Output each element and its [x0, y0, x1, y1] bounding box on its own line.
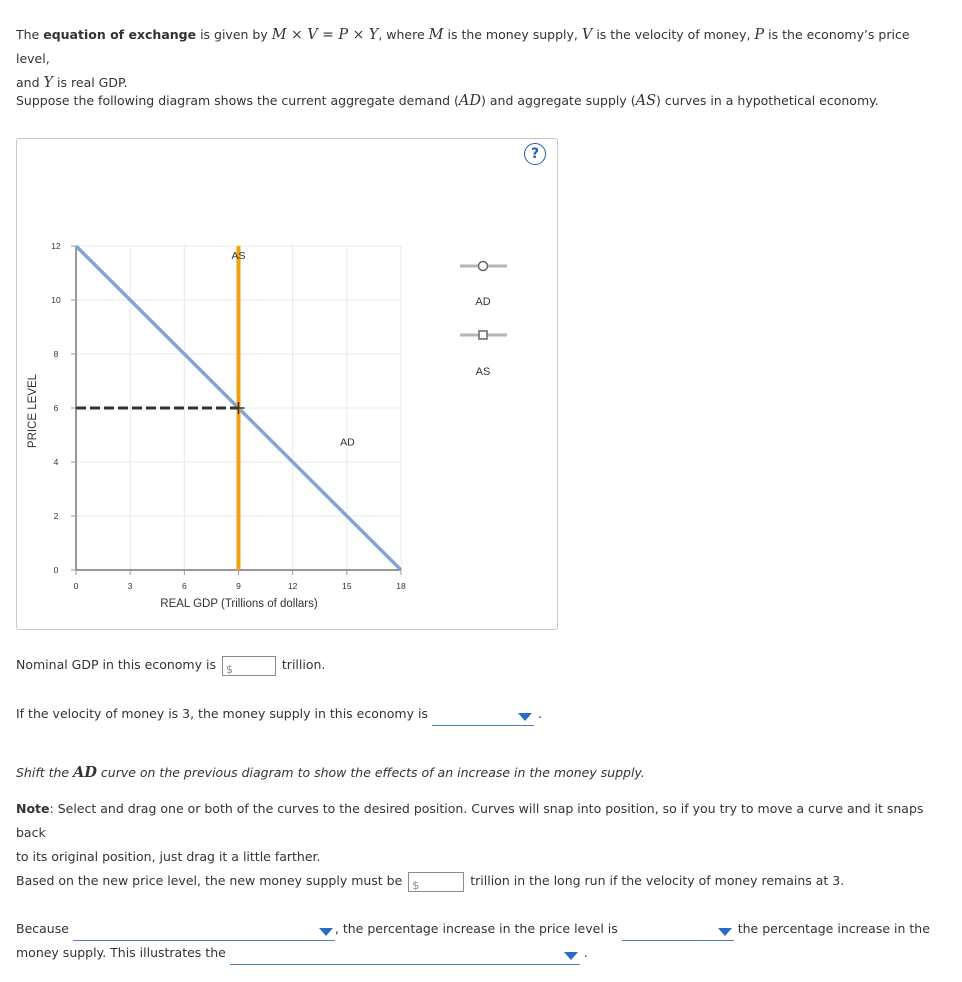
y-tick-label: 12	[51, 241, 61, 251]
illustrates-dropdown[interactable]	[230, 946, 580, 965]
nominal-gdp-input[interactable]: $	[222, 656, 276, 676]
help-icon[interactable]: ?	[524, 143, 546, 165]
x-tick-label: 12	[287, 581, 298, 591]
x-tick-label: 9	[236, 581, 241, 591]
y-tick-label: 6	[53, 403, 59, 413]
legend-ad-marker[interactable]	[479, 262, 488, 271]
x-tick-label: 0	[73, 581, 79, 591]
x-tick-label: 18	[396, 581, 406, 591]
new-money-supply-question: Based on the new price level, the new money supply must be $ trillion in the long run if the velocity of money remains at 3.	[16, 873, 845, 892]
drag-note: Note: Select and drag one or both of the curves to the desired position. Curves will snap into position, so if you try to move a curve and it snaps back to its original position, just drag it a little farther.	[16, 801, 924, 864]
as-curve-label: AS	[231, 250, 246, 262]
diagram-intro: Suppose the following diagram shows the current aggregate demand (AD) and aggregate supply (AS) curves in a hypothetical economy.	[16, 93, 879, 109]
because-dropdown[interactable]	[73, 922, 335, 941]
comparison-dropdown[interactable]	[622, 922, 734, 941]
x-tick-label: 15	[342, 581, 352, 591]
nominal-gdp-question: Nominal GDP in this economy is $ trillion.	[16, 657, 326, 676]
chevron-down-icon	[564, 952, 578, 960]
y-tick-label: 8	[53, 349, 59, 359]
chevron-down-icon	[518, 713, 532, 721]
chevron-down-icon	[718, 928, 732, 936]
legend-ad-label: AD	[475, 296, 491, 308]
y-tick-label: 10	[51, 295, 61, 305]
ad-curve-label: AD	[340, 436, 355, 449]
money-supply-dropdown[interactable]	[432, 707, 534, 726]
legend-as-label: AS	[475, 366, 491, 378]
y-axis-title: PRICE LEVEL	[27, 373, 39, 449]
because-question: Because , the percentage increase in the price level is the percentage increase in the money supply. This illustrates the .	[16, 917, 951, 965]
shift-instruction: Shift the AD curve on the previous diagram to show the effects of an increase in the money supply.	[16, 764, 645, 781]
intro-paragraph: The equation of exchange is given by M × V = P × Y, where M is the money supply, V is the velocity of money, P is the economy’s price level, and Y is real GDP.	[16, 27, 910, 91]
money-supply-question: If the velocity of money is 3, the money supply in this economy is .	[16, 702, 716, 726]
y-tick-label: 4	[53, 457, 59, 467]
y-tick-label: 0	[53, 565, 59, 575]
chevron-down-icon	[319, 928, 333, 936]
new-money-supply-input[interactable]: $	[408, 872, 464, 892]
chart-ticks	[51, 241, 406, 591]
x-axis-title: REAL GDP (Trillions of dollars)	[160, 598, 318, 610]
x-tick-label: 3	[127, 581, 133, 591]
x-tick-label: 6	[181, 581, 187, 591]
y-tick-label: 2	[53, 511, 59, 521]
legend-as-marker[interactable]	[479, 331, 487, 339]
